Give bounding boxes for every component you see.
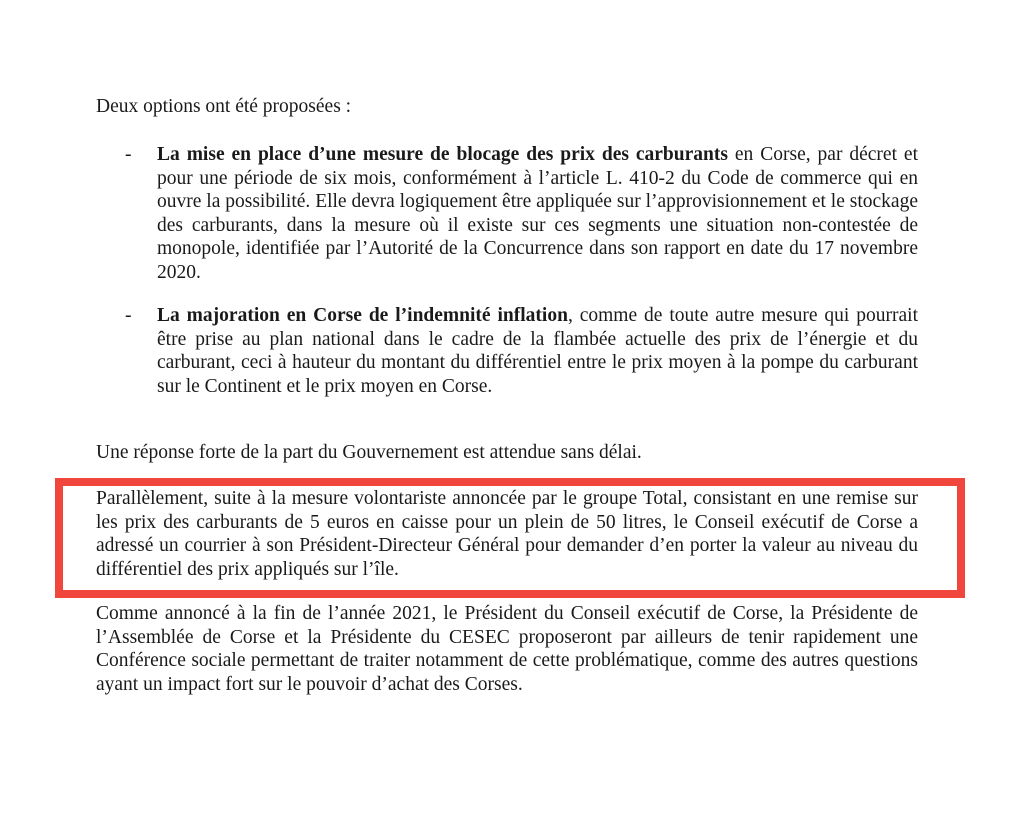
bullet-marker: - [125, 144, 132, 165]
bullet-body: en Corse, par décret et pour une période de six mois, conformément à l’article L. 410-2 du Code de commerce qui en ouvre la possibilité. Elle devra logiquement être appliquée sur l’approvisionnement et le stockage des carburants, dans la mesure où il existe sur ces segments une situation non-contestée de monopole, identifiée par l’Autorité de la Concurrence dans son rapport en date du 17 novembre 2020. [157, 144, 918, 283]
final-paragraph: Comme annoncé à la fin de l’année 2021, le Président du Conseil exécutif de Corse, la Présidente de l’Assemblée de Corse et la Présidente du CESEC proposeront par ailleurs de tenir rapidement une Conférence sociale permettant de traiter notamment de cette problématique, comme des autres questions ayant un impact fort sur le pouvoir d’achat des Corses. [96, 603, 918, 695]
bullet-marker: - [125, 305, 132, 326]
response-paragraph: Une réponse forte de la part du Gouvernement est attendue sans délai. [96, 442, 642, 463]
bullet-heading: La majoration en Corse de l’indemnité inflation [157, 305, 568, 326]
highlighted-paragraph: Parallèlement, suite à la mesure volontariste annoncée par le groupe Total, consistant en une remise sur les prix des carburants de 5 euros en caisse pour un plein de 50 litres, le Conseil exécutif de Corse a adressé un courrier à son Président-Directeur Général pour demander d’en porter la valeur au niveau du différentiel des prix appliqués sur l’île. [96, 488, 918, 580]
bullet-item-price-freeze [157, 143, 918, 284]
bullet-body: , comme de toute autre mesure qui pourrait être prise au plan national dans le cadre de la flambée actuelle des prix de l’énergie et du carburant, ceci à hauteur du montant du différentiel entre le prix moyen à la pompe du carburant sur le Continent et le prix moyen en Corse. [157, 305, 918, 397]
bullet-item-inflation-allowance [157, 304, 918, 398]
bullet-heading: La mise en place d’une mesure de blocage des prix des carburants [157, 144, 728, 165]
intro-paragraph: Deux options ont été proposées : [96, 96, 352, 117]
